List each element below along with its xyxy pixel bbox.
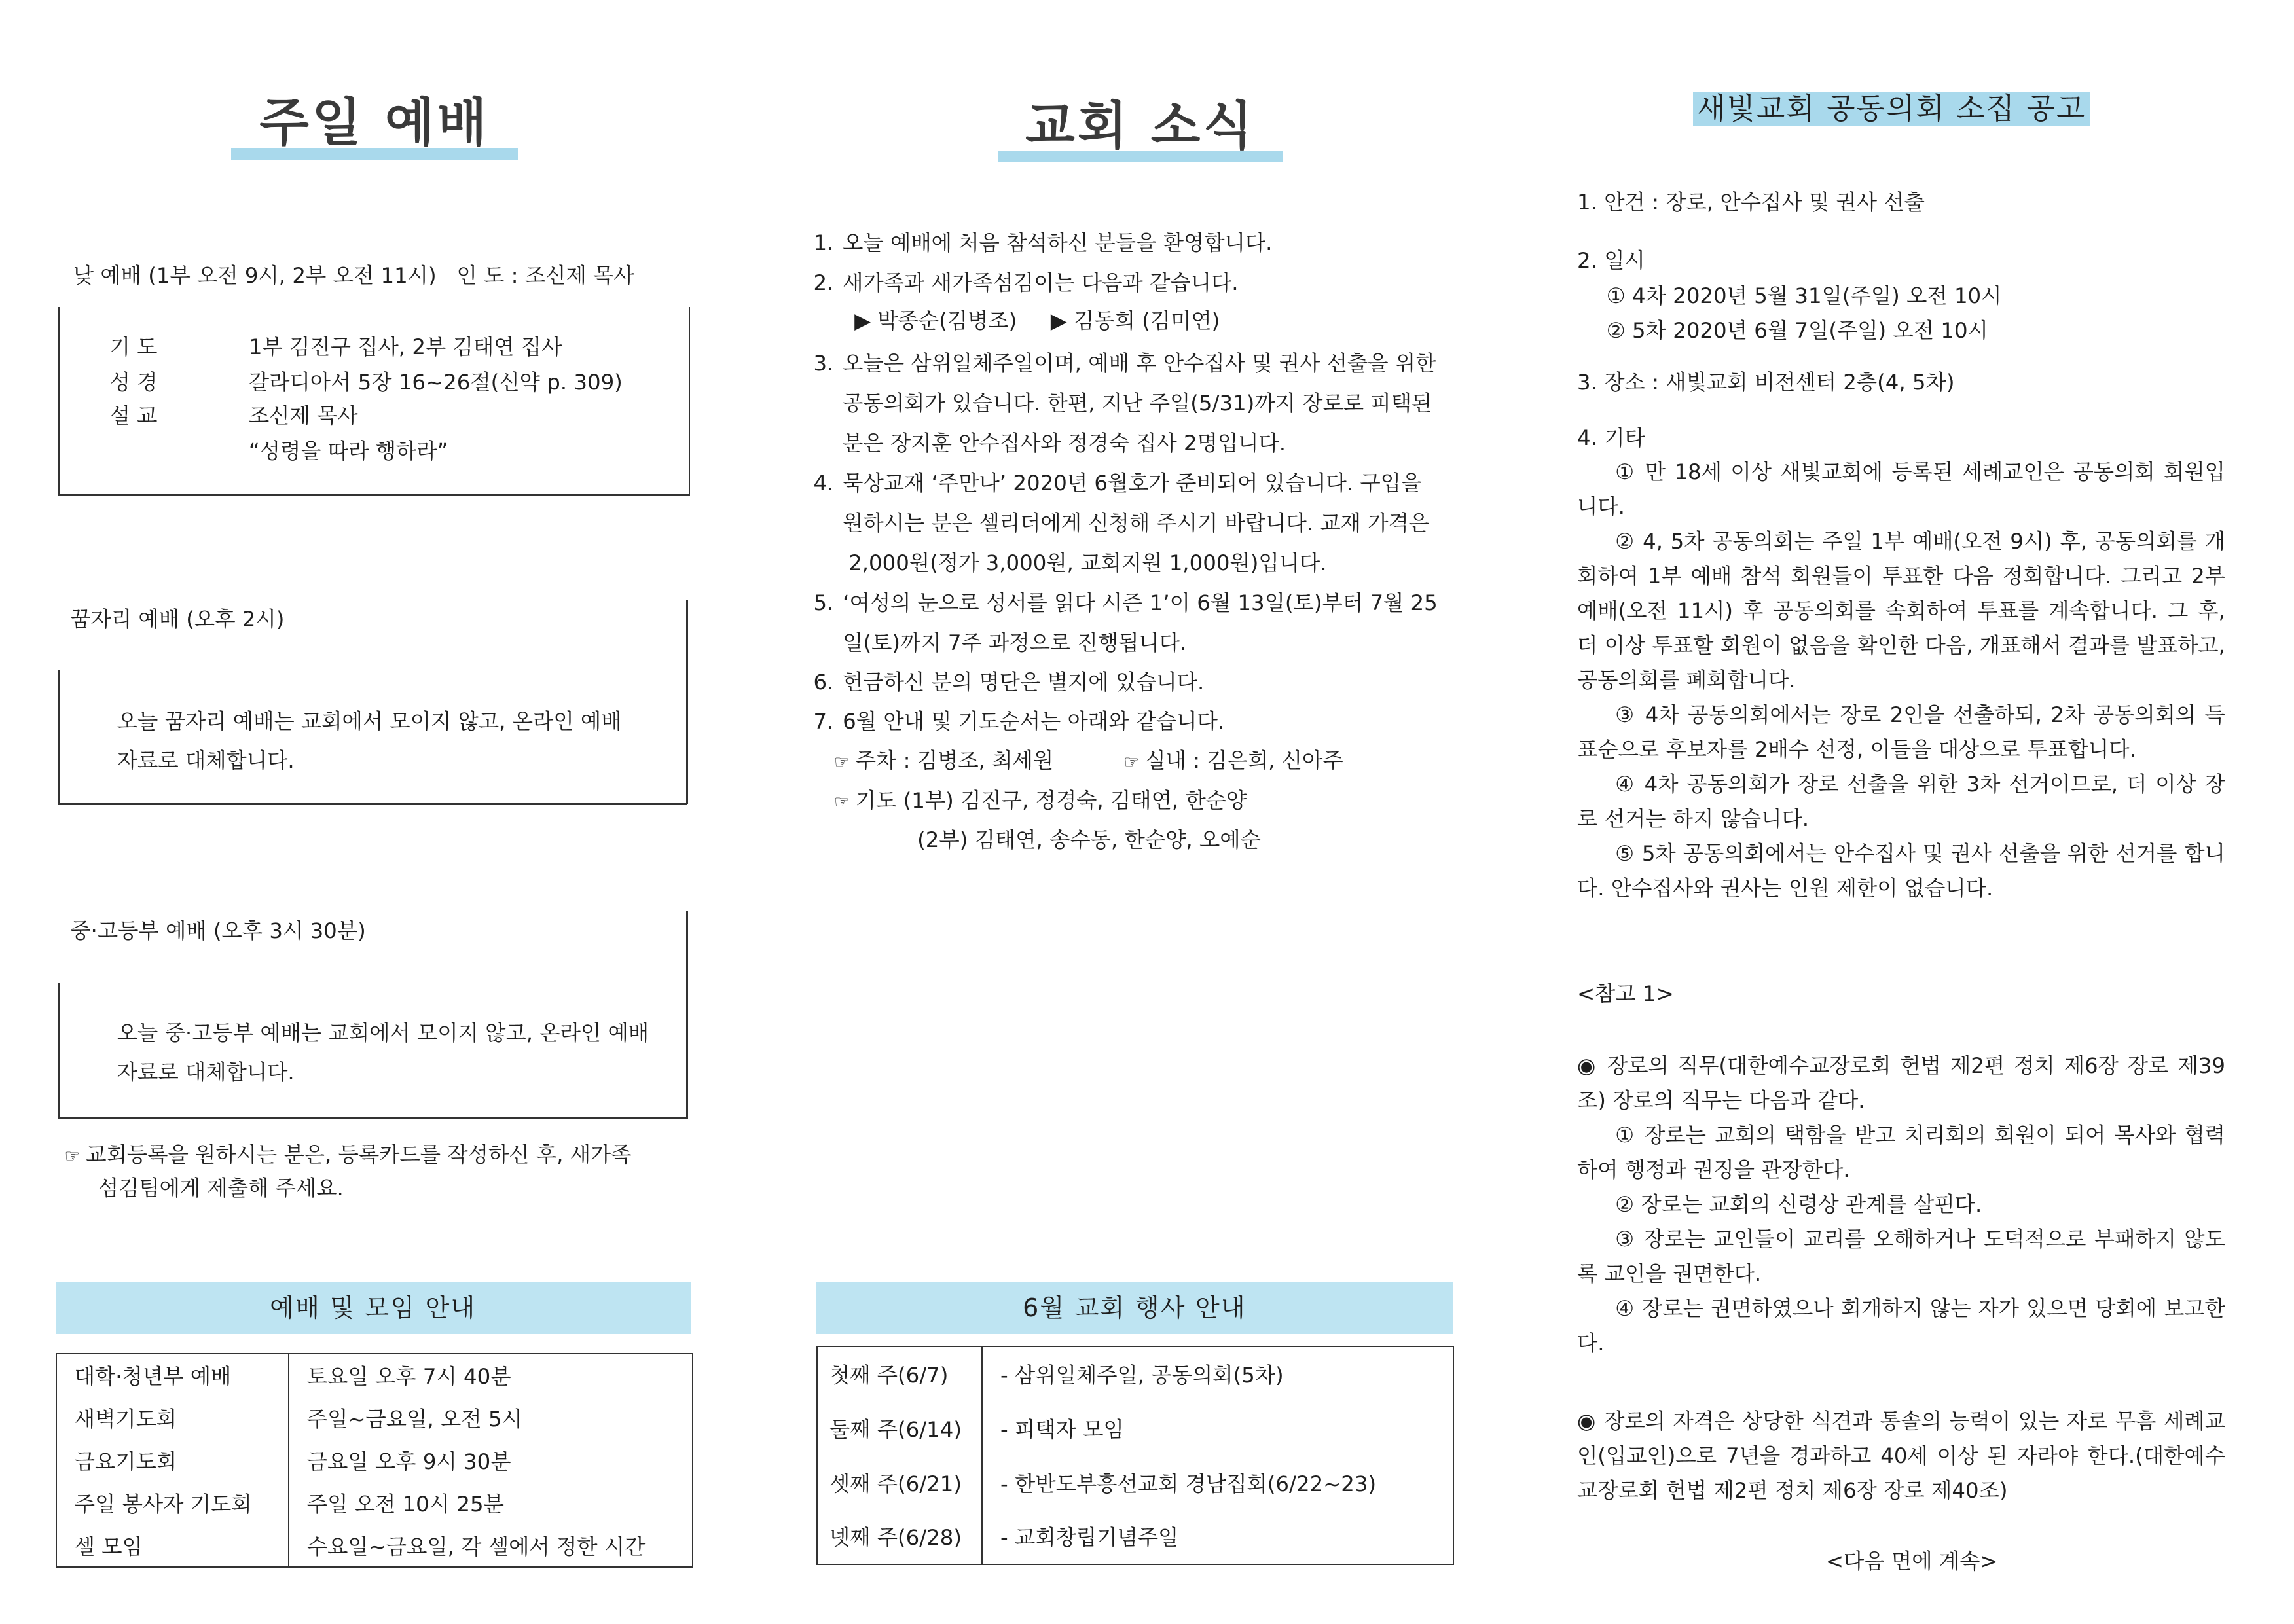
bullseye-icon: ◉: [1577, 1053, 1598, 1079]
meetings-table: [56, 1353, 693, 1568]
arrow-right-icon: ▶: [854, 308, 871, 333]
table-row: [817, 1401, 1453, 1456]
duty-line-2: [834, 784, 1247, 814]
notice-title: [1693, 85, 2091, 127]
youth-line2: 자료로 대체합니다.: [117, 1060, 295, 1085]
table-row: [56, 1354, 693, 1397]
news-text: 공동의회가 있습니다. 한편, 지난 주일(5/31)까지 장로로 피택된: [843, 390, 1432, 416]
news-number: 5.: [813, 590, 834, 616]
meeting-name: 금요기도회: [56, 1439, 289, 1482]
prayer-label: 기 도: [109, 334, 158, 360]
news-text: 새가족과 새가족섬김이는 다음과 같습니다.: [843, 270, 1239, 295]
date-1: ① 4차 2020년 5월 31일(주일) 오전 10시: [1606, 283, 2002, 308]
kkumjari-header: 꿈자리 예배 (오후 2시): [70, 606, 285, 632]
table-row: [817, 1509, 1453, 1564]
table-row: [56, 1397, 693, 1439]
sermon-label: 설 교: [109, 403, 158, 429]
pointing-hand-icon: ☞: [1123, 752, 1140, 773]
duty-line-indoor: [1123, 744, 1343, 774]
service-header-text: 낮 예배 (1부 오전 9시, 2부 오전 11시): [73, 262, 437, 288]
newcomer-a: 박종순(김병조): [877, 308, 1017, 333]
registration-line1: [64, 1138, 631, 1168]
table-row: [56, 1524, 693, 1567]
news-line: [813, 705, 1224, 745]
notice-title-text: 새빛교회 공동의회 소집 공고: [1693, 92, 2091, 126]
news-number: 1.: [813, 230, 834, 256]
meeting-name: 대학·청년부 예배: [56, 1354, 289, 1397]
news-number: 3.: [813, 350, 834, 376]
news-line: [813, 547, 1429, 586]
duty-parking: 주차 : 김병조, 최세원: [855, 748, 1054, 774]
kkumjari-box-right: [686, 600, 688, 804]
service-header: [73, 259, 634, 289]
news-item-2: [813, 266, 1238, 306]
meeting-time: 토요일 오후 7시 40분: [306, 1364, 511, 1390]
newcomers-line: [854, 304, 1220, 334]
news-line: [813, 266, 1238, 306]
duty-item-4: ④ 장로는 권면하였으나 회개하지 않는 자가 있으면 당회에 보고한다.: [1577, 1296, 2225, 1356]
duty-indoor: 실내 : 김은희, 신아주: [1145, 748, 1343, 774]
newcomer-b: 김동희 (김미연): [1074, 308, 1220, 333]
duties-intro-text: 장로의 직무(대한예수교장로회 헌법 제2편 정치 제6장 장로 제39조) 장로의 직무는 다음과 같다.: [1577, 1053, 2225, 1113]
youth-line1: 오늘 중·고등부 예배는 교회에서 모이지 않고, 온라인 예배: [117, 1020, 649, 1046]
event-name: - 삼위일체주일, 공동의회(5차): [1000, 1363, 1284, 1388]
news-number: 2.: [813, 270, 834, 295]
meeting-name: 셀 모임: [56, 1524, 289, 1567]
news-text: 분은 장지훈 안수집사와 정경숙 집사 2명입니다.: [843, 430, 1286, 456]
kkumjari-line2: 자료로 대체합니다.: [117, 748, 295, 774]
page-title-sunday-worship: 주일 예배: [259, 93, 490, 153]
prayer-value: 1부 김진구 집사, 2부 김태연 집사: [248, 334, 562, 360]
elder-qualification: [1577, 1404, 2225, 1508]
event-name: - 한반도부흥선교회 경남집회(6/22~23): [1000, 1471, 1377, 1496]
meeting-time: 주일 오전 10시 25분: [306, 1491, 504, 1517]
event-week: 셋째 주(6/21): [817, 1455, 982, 1509]
event-name: - 피택자 모임: [1000, 1416, 1124, 1442]
news-number: 6.: [813, 669, 834, 695]
scripture-label: 성 경: [109, 369, 158, 395]
duty-item-3: ③ 장로는 교인들이 교리를 오해하거나 도덕적으로 부패하지 않도록 교인을 권면한다.: [1577, 1227, 2225, 1287]
news-item-7: [813, 705, 1224, 745]
kkumjari-box-left: [58, 670, 60, 804]
event-week: 넷째 주(6/28): [817, 1509, 982, 1564]
news-line: [813, 507, 1429, 547]
duties-intro: [1577, 1049, 2225, 1118]
etc-head: 4. 기타: [1577, 425, 1645, 450]
duty-line-3: (2부) 김태연, 송수동, 한순양, 오예순: [917, 827, 1261, 853]
meeting-name: 주일 봉사자 기도회: [56, 1481, 289, 1524]
news-text: ‘여성의 눈으로 성서를 읽다 시즌 1’이 6월 13일(토)부터 7월 25: [843, 590, 1438, 616]
etc-item-5: ⑤ 5차 공동의회에서는 안수집사 및 권사 선출을 위한 선거를 합니다. 안수집사와 권사는 인원 제한이 없습니다.: [1577, 840, 2225, 901]
news-line: [813, 226, 1272, 266]
news-item-3: [813, 347, 1436, 467]
news-text: 오늘은 삼위일체주일이며, 예배 후 안수집사 및 권사 선출을 위한: [843, 350, 1436, 376]
table-row: [56, 1481, 693, 1524]
sermon-title: “성령을 따라 행하라”: [248, 438, 448, 463]
elder-duties: [1577, 1049, 2225, 1361]
etc-item-3: ③ 4차 공동의회에서는 장로 2인을 선출하되, 2차 공동의회의 득표순으로 후보자를 2배수 선정, 이들을 대상으로 투표합니다.: [1577, 702, 2225, 762]
kkumjari-line1: 오늘 꿈자리 예배는 교회에서 모이지 않고, 온라인 예배: [117, 709, 622, 734]
event-week: 첫째 주(6/7): [817, 1346, 982, 1401]
news-number: 7.: [813, 709, 834, 734]
registration-line2: 섬김팀에게 제출해 주세요.: [98, 1175, 344, 1200]
news-line: [813, 626, 1437, 666]
news-line: [813, 427, 1436, 467]
meeting-time: 주일~금요일, 오전 5시: [306, 1407, 522, 1432]
table-row: [56, 1439, 693, 1482]
news-line: [813, 666, 1204, 706]
news-item-6: [813, 666, 1204, 706]
table-row: [817, 1455, 1453, 1509]
reference-head: <참고 1>: [1577, 981, 1674, 1006]
duty-prayer1: 기도 (1부) 김진구, 정경숙, 김태연, 한순양: [855, 787, 1247, 813]
qualification-text: 장로의 자격은 상당한 식견과 통솔의 능력이 있는 자로 무흠 세례교인(입교인)으로 7년을 경과하고 40세 이상 된 자라야 한다.(대한예수교장로회 헌법 제2편 정치 제6장 장로 제40조): [1577, 1409, 2225, 1504]
news-text: 6월 안내 및 기도순서는 아래와 같습니다.: [843, 709, 1225, 734]
youth-box-left: [58, 983, 60, 1119]
youth-box-bottom: [58, 1117, 687, 1119]
bullseye-icon: ◉: [1577, 1409, 1597, 1434]
meeting-time: 수요일~금요일, 각 셀에서 정한 시간: [306, 1534, 646, 1559]
news-line: [813, 586, 1437, 626]
meeting-time: 금요일 오후 9시 30분: [306, 1449, 511, 1475]
leader-label: 인 도 :: [456, 262, 519, 288]
pointing-hand-icon: ☞: [833, 791, 850, 812]
events-title: 6월 교회 행사 안내: [816, 1282, 1453, 1334]
pointing-hand-icon: ☞: [833, 752, 850, 773]
leader-name: 조신제 목사: [524, 262, 634, 288]
news-number: 4.: [813, 470, 834, 496]
etc-list: [1577, 455, 2225, 906]
news-line: [813, 347, 1436, 387]
events-table: [816, 1346, 1454, 1565]
arrow-right-icon: ▶: [1050, 308, 1067, 333]
news-text: 묵상교재 ‘주만나’ 2020년 6월호가 준비되어 있습니다. 구입을: [843, 470, 1422, 496]
etc-item-2: ② 4, 5차 공동의회는 주일 1부 예배(오전 9시) 후, 공동의회를 개회하여 1부 예배 참석 회원들이 투표한 다음 정회합니다. 그리고 2부 예배(오전 11시) 후 공동의회를 속회하여 투표를 계속합니다. 그 후, 더 이상 투표할 회원이 없음을 확인한 다음, 개표해서 결과를 발표하고, 공동의회를 폐회합니다.: [1577, 528, 2225, 693]
duty-line-1: [834, 744, 1053, 774]
registration-text: 교회등록을 원하시는 분은, 등록카드를 작성하신 후, 새가족: [86, 1142, 632, 1167]
youth-header: 중·고등부 예배 (오후 3시 30분): [70, 918, 366, 943]
agenda: 1. 안건 : 장로, 안수집사 및 권사 선출: [1577, 189, 1925, 215]
etc-item-1: ① 만 18세 이상 새빛교회에 등록된 세례교인은 공동의회 회원입니다.: [1577, 459, 2225, 519]
kkumjari-box-bottom: [58, 803, 687, 805]
continued-note: <다음 면에 계속>: [1825, 1548, 1998, 1574]
news-text: 헌금하신 분의 명단은 별지에 있습니다.: [843, 669, 1205, 695]
news-text: 원하시는 분은 셀리더에게 신청해 주시기 바랍니다. 교재 가격은: [843, 510, 1430, 535]
event-name: - 교회창립기념주일: [1000, 1525, 1179, 1551]
etc-item-4: ④ 4차 공동의회가 장로 선출을 위한 3차 선거이므로, 더 이상 장로 선거는 하지 않습니다.: [1577, 771, 2225, 831]
scripture-value: 갈라디아서 5장 16~26절(신약 p. 309): [248, 369, 623, 395]
meeting-name: 새벽기도회: [56, 1397, 289, 1439]
news-item-5: [813, 586, 1437, 666]
pointing-hand-icon: ☞: [64, 1146, 81, 1166]
meetings-title: 예배 및 모임 안내: [56, 1282, 691, 1334]
page-title-church-news: 교회 소식: [1025, 96, 1256, 156]
youth-box-right: [686, 911, 688, 1119]
news-text: 2,000원(정가 3,000원, 교회지원 1,000원)입니다.: [848, 550, 1327, 575]
place: 3. 장소 : 새빛교회 비전센터 2층(4, 5차): [1577, 369, 1955, 395]
event-week: 둘째 주(6/14): [817, 1401, 982, 1456]
news-line: [813, 387, 1436, 427]
news-item-1: [813, 226, 1272, 266]
preacher-value: 조신제 목사: [248, 403, 358, 429]
date-2: ② 5차 2020년 6월 7일(주일) 오전 10시: [1606, 318, 1988, 344]
duty-item-2: ② 장로는 교회의 신령상 관계를 살핀다.: [1615, 1192, 1982, 1218]
duty-item-1: ① 장로는 교회의 택함을 받고 치리회의 회원이 되어 목사와 협력하여 행정과 권징을 관장한다.: [1577, 1123, 2225, 1183]
news-text: 일(토)까지 7주 과정으로 진행됩니다.: [843, 630, 1187, 656]
date-head: 2. 일시: [1577, 248, 1645, 274]
news-item-4: [813, 467, 1429, 586]
news-line: [813, 467, 1429, 507]
table-row: [817, 1346, 1453, 1401]
news-text: 오늘 예배에 처음 참석하신 분들을 환영합니다.: [843, 230, 1273, 256]
